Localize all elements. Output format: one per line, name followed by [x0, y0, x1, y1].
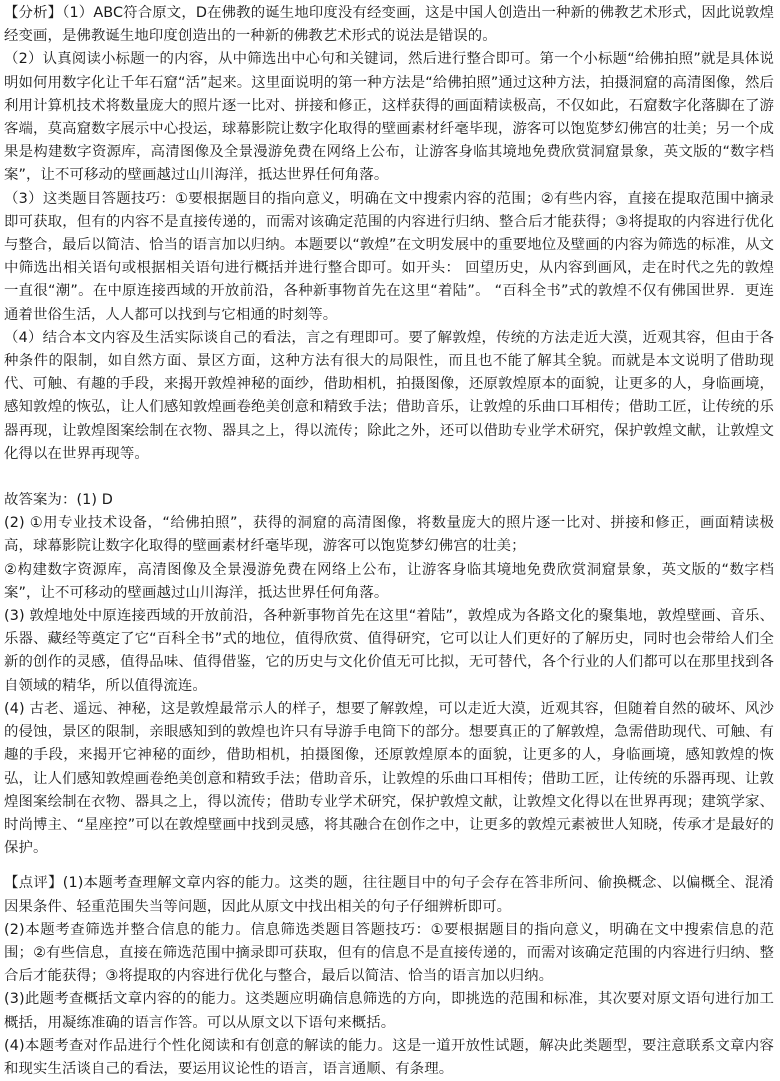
analysis-paragraph-2: （2）认真阅读小标题一的内容，从中筛选出中心句和关键词，然后进行整合即可。第一个小标题“给佛拍照”就是具体说明如何用数字化让千年石窟“活”起来。这里面说明的第一种方法是“给佛拍照”通过这种方法，拍摄洞窟的高清图像，然后利用计算机技术将数量庞大的照片逐一比对、拼接和修正，这样获得的画面精读极高，不仅如此，石窟数字化落脚在了游客端，莫高窟数字展示中心投运，球幕影院让数字化取得的壁画素材纤毫毕现，游客可以饱览梦幻佛宫的壮美；另一个成果是构建数字资源库，高清图像及全景漫游免费在网络上公布，让游客身临其境地免费欣赏洞窟景象，英文版的“数字档案”，让不可移动的壁画越过山川海洋，抵达世界任何角落。 [4, 51, 774, 184]
analysis-paragraph-3: （3）这类题目答题技巧：①要根据题目的指向意义，明确在文中搜索内容的范围；②有些内容，直接在提取范围中摘录即可获取，但有的内容不是直接传递的，而需对该确定范围的内容进行归纳、整合后才能获得；③将提取的内容进行优化与整合，最后以简洁、恰当的语言加以归纳。本题要以“敦煌”在文明发展中的重要地位及壁画的内容为筛选的标准，从文中筛选出相关语句或根据相关语句进行概括并进行整合即可。如开头： 回望历史，从内容到画风，走在时代之先的敦煌一直很“潮”。在中原连接西域的开放前沿，各种新事物首先在这里“着陆”。 “百科全书”式的敦煌不仅有佛国世界．更连通着世俗生活，人人都可以找到与它相通的时刻等。 [4, 190, 774, 323]
comment-paragraph-3: (3)此题考查概括文章内容的的能力。这类题应明确信息筛选的方向，即挑选的范围和标准，其次要对原文语句进行加工概括，用凝练准确的语言作答。可以从原文以下语句来概括。 [4, 991, 774, 1031]
answer-paragraph-5: (4) 古老、遥远、神秘，这是敦煌最常示人的样子，想要了解敦煌，可以走近大漠，近观其容，但随着自然的破坏、风沙的侵蚀，景区的限制，亲眼感知到的敦煌也许只有导游手电筒下的部分。想要真正的了解敦煌，急需借助现代、可触、有趣的手段，来揭开它神秘的面纱，借助相机，拍摄图像，还原敦煌原本的面貌，让更多的人，身临画境，感知敦煌的恢弘，让人们感知敦煌画卷绝美创意和精致手法；借助音乐，让敦煌的乐曲口耳相传；借助工匠，让传统的乐器再现、让敦煌图案绘制在衣物、器具之上，得以流传；借助专业学术研究，保护敦煌文献，让敦煌文化得以在世界再现；建筑学家、时尚博主、“星座控”可以在敦煌壁画中找到灵感，将其融合在创作之中，让更多的敦煌元素被世人知晓，传承才是最好的保护。 [4, 700, 774, 857]
analysis-paragraph-1: 【分析】（1）ABC符合原文，D在佛教的诞生地印度没有经变画，这是中国人创造出一种新的佛教艺术形式，因此说敦煌经变画，是佛教诞生地印度创造出的一种新的佛教艺术形式的说法是错误的。 [4, 5, 774, 45]
analysis-section [4, 2, 774, 466]
analysis-paragraph-4: （4）结合本文内容及生活实际谈自己的看法，言之有理即可。要了解敦煌，传统的方法走近大漠，近观其容，但由于各种条件的限制，如自然方面、景区方面，这种方法有很大的局限性，而且也不能了解其全貌。而就是本文说明了借助现代、可触、有趣的手段，来揭开敦煌神秘的面纱，借助相机，拍摄图像，还原敦煌原本的面貌，让更多的人，身临画境，感知敦煌的恢弘，让人们感知敦煌画卷绝美创意和精致手法；借助音乐，让敦煌的乐曲口耳相传；借助工匠，让传统的乐器再现，让敦煌图案绘制在衣物、器具之上，得以流传；除此之外，还可以借助专业学术研究，保护敦煌文献，让敦煌文化得以在世界再现等。 [4, 329, 774, 462]
comment-paragraph-4: (4)本题考查对作品进行个性化阅读和有创意的解读的能力。这是一道开放性试题，解决此类题型，要注意联系文章内容和现实生活谈自己的看法，要运用议论性的语言，语言通顺、有条理。 [4, 1037, 774, 1077]
section-spacer [4, 860, 774, 872]
section-spacer [4, 466, 774, 489]
answer-section [4, 489, 774, 860]
comment-paragraph-2: (2)本题考查筛选并整合信息的能力。信息筛选类题目答题技巧：①要根据题目的指向意义，明确在文中搜索信息的范围；②有些信息，直接在筛选范围中摘录即可获取，但有的信息不是直接传递的，而需对该确定范围的内容进行归纳、整合后才能获得；③将提取的内容进行优化与整合，最后以简洁、恰当的语言加以归纳。 [4, 921, 774, 985]
answer-paragraph-1: 故答案为：(1) D [4, 492, 113, 509]
comment-section [4, 872, 774, 1081]
answer-paragraph-4: (3) 敦煌地处中原连接西域的开放前沿，各种新事物首先在这里“着陆”，敦煌成为各路文化的聚集地，敦煌壁画、音乐、乐器、藏经等奠定了它“百科全书”式的地位，值得欣赏、值得研究，它可以让人们更好的了解历史，同时也会带给人们全新的创作的灵感，值得品味、值得借鉴，它的历史与文化价值无可比拟，无可替代，各个行业的人们都可以在那里找到各自领域的精华，所以值得流连。 [4, 608, 774, 694]
answer-paragraph-3: ②构建数字资源库，高清图像及全景漫游免费在网络上公布，让游客身临其境地免费欣赏洞窟景象，英文版的“数字档案”，让不可移动的壁画越过山川海洋，抵达世界任何角落。 [4, 561, 774, 601]
answer-paragraph-2: (2) ①用专业技术设备，“给佛拍照”，获得的洞窟的高清图像，将数量庞大的照片逐一比对、拼接和修正，画面精读极高，球幕影院让数字化取得的壁画素材纤毫毕现，游客可以饱览梦幻佛宫的壮美； [4, 515, 774, 555]
comment-paragraph-1: 【点评】(1)本题考查理解文章内容的能力。这类的题，往往题目中的句子会存在答非所问、偷换概念、以偏概全、混淆因果条件、轻重范围失当等问题，因此从原文中找出相关的句子仔细辨析即可。 [4, 875, 774, 915]
